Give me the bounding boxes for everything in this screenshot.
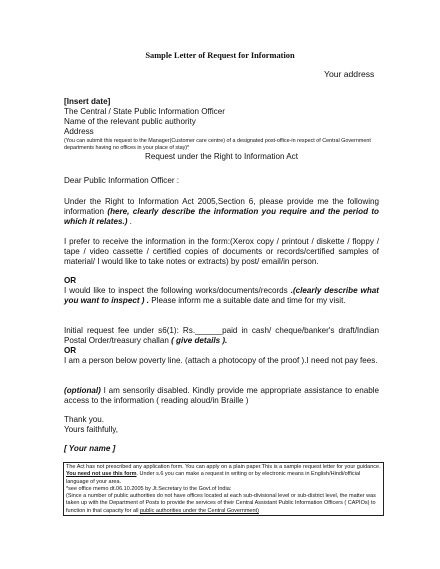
paragraph-inspect (64, 286, 379, 306)
or-separator-1: OR (64, 276, 77, 285)
paragraph-emphasis: .(clearly describe what you want to inspect ) . (64, 286, 379, 305)
paragraph-information (64, 197, 379, 227)
footnote-text: (Since a number of public authorities do not have offices located at each sub-divisional level or sub-district level, the matter was taken up with the Department of Posts to provide the services of their Central Assistant Public Information Officers ( CAPIOs) to function in that capacity for all (66, 493, 376, 514)
insert-date: [Insert date] (64, 97, 111, 106)
recipient-line-3: Address (64, 127, 94, 136)
paragraph-emphasis: (optional) (64, 386, 101, 395)
subject-line: Request under the Right to Information Act (145, 152, 298, 161)
paragraph-emphasis: ( give details ). (171, 336, 228, 345)
recipient-block (64, 97, 379, 162)
paragraph-text: I would like to inspect the following works/documents/records (64, 286, 291, 295)
paragraph-disabled (64, 386, 379, 406)
footnote-text: . Under s.6 you can make a request in writing or by electronic means in English/Hindi/official language of your area. (66, 471, 361, 485)
salutation: Dear Public Information Officer : (64, 176, 180, 185)
footnote-underlined: public authorities under the Central Government) (139, 507, 259, 514)
closing-thanks: Thank you. (64, 415, 105, 424)
paragraph-poverty: I am a person below poverty line. (attach a photocopy of the proof ).I need not pay fees. (64, 356, 378, 365)
footnote-box (63, 462, 384, 516)
or-separator-2: OR (64, 346, 77, 355)
paragraph-format: I prefer to receive the information in the form:(Xerox copy / printout / diskette / floppy / tape / video cassette / certified copies of documents or records/certified samples of material/ I would like to take notes or extracts) by post/ email/in person. (64, 237, 379, 266)
your-name: [ Your name ] (64, 444, 116, 453)
paragraph-text: Under the Right to Information Act 2005,Section 6, please provide me the following information (64, 197, 379, 216)
your-address: Your address (324, 69, 375, 79)
paragraph-fee (64, 326, 379, 346)
paragraph-text: I am sensorily disabled. Kindly provide me appropriate assistance to enable access to the information ( reading aloud/in Braille ) (64, 386, 379, 405)
recipient-note: (You can submit this request to the Manager(Customer care centre) of a designated post-office-in respect of Central Government departments having no offices in your place of stay)* (64, 138, 371, 151)
paragraph-tail: Please inform me a suitable date and time for my visit. (149, 296, 346, 305)
paragraph-tail: . (127, 217, 132, 226)
paragraph-text: Initial request fee under s6(1): Rs.______paid in cash/ cheque/banker's draft/Indian Postal Order/treasury challan (64, 326, 379, 345)
closing-block (64, 415, 379, 435)
footnote-text: The Act has not prescribed any application form. You can apply on a plain paper.This is a sample request letter for your guidance. (66, 464, 381, 470)
closing-signoff: Yours faithfully, (64, 425, 118, 434)
footnote-memo: *see office memo dt.06.10.2005 by Jt.Secretary to the Govt.of India: (66, 485, 232, 492)
recipient-line-2: Name of the relevant public authority (64, 117, 196, 126)
paragraph-emphasis: (here, clearly describe the information you require and the period to which it relates.) (64, 207, 379, 226)
page-title: Sample Letter of Request for Information (145, 51, 295, 60)
footnote-emphasis: You need not use this form (66, 471, 137, 478)
recipient-line-1: The Central / State Public Information Officer (64, 107, 225, 116)
